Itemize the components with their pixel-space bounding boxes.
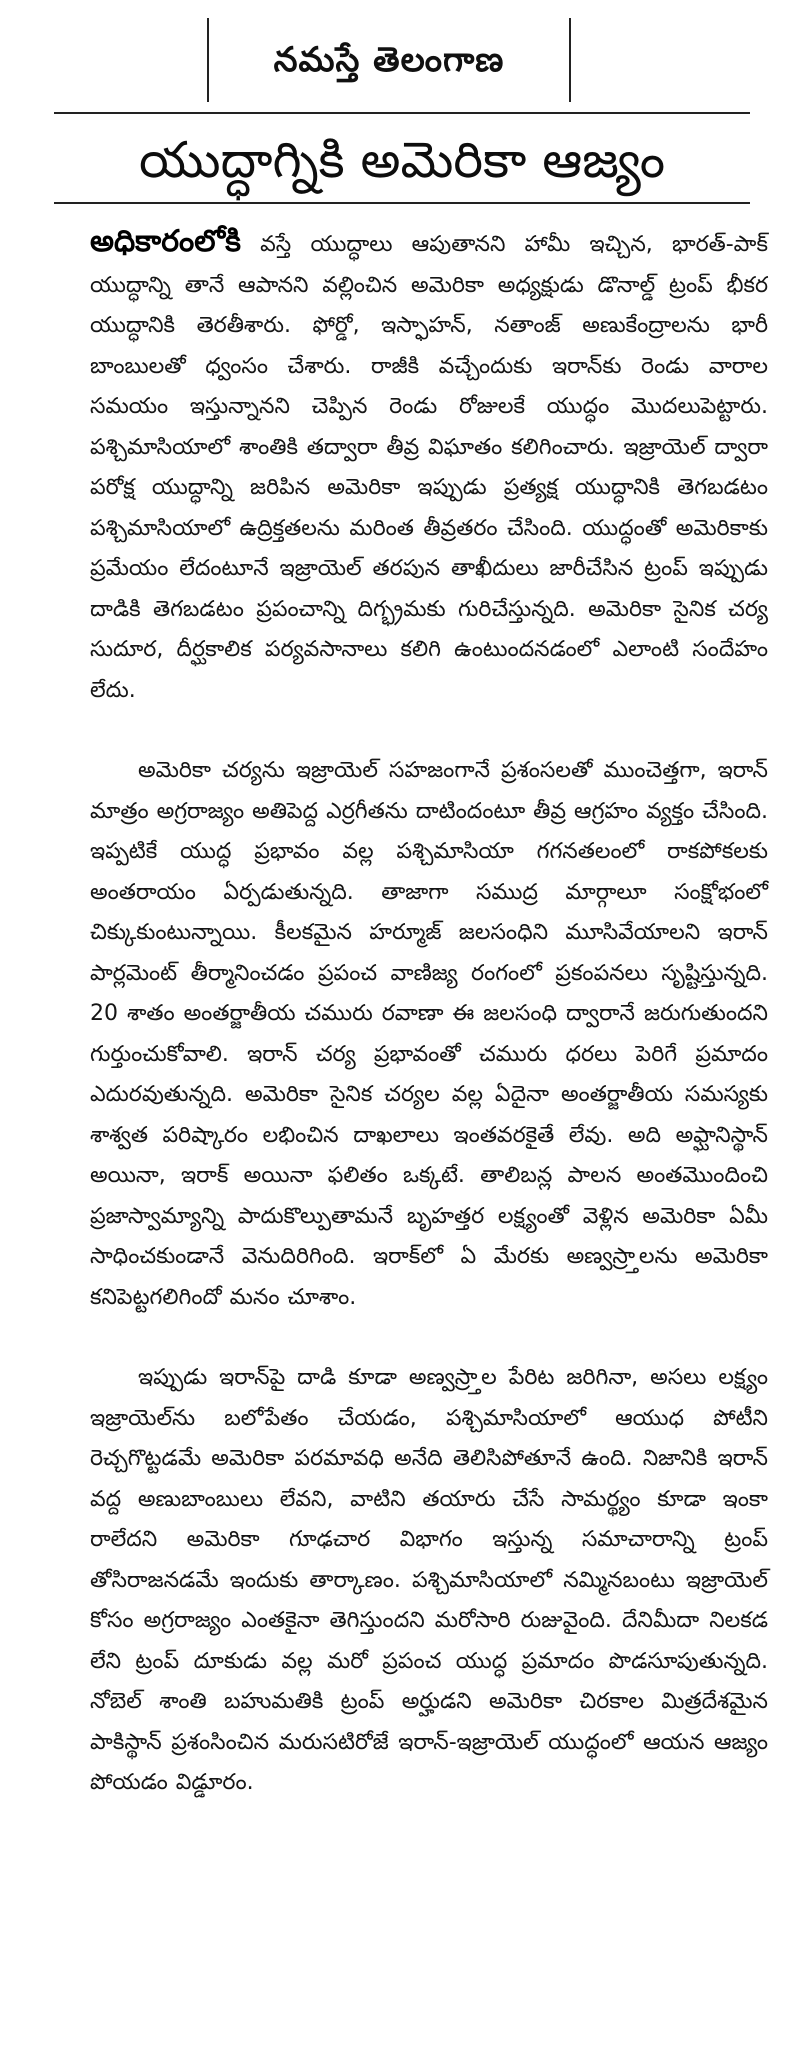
paragraph-3 [90, 1358, 768, 1804]
headline-top-rule [54, 112, 750, 114]
lead-word: అధికారంలోకి [90, 224, 241, 259]
headline-bottom-rule [54, 202, 750, 204]
masthead-title: నమస్తే తెలంగాణ [273, 40, 505, 80]
paragraph-2 [90, 751, 768, 1318]
headline: యుద్ధాగ్నికి అమెరికా ఆజ్యం [138, 131, 666, 189]
paragraph-1-text: వస్తే యుద్ధాలు ఆపుతానని హామీ ఇచ్చిన, భారత్‌-పాక్‌ యుద్ధాన్ని తానే ఆపానని వల్లించిన అమెరికా అధ్యక్షుడు డొనాల్డ్‌ ట్రంప్‌ భీకర యుద్ధానికి తెరతీశారు. ఫోర్డో, ఇస్ఫాహన్‌, నతాంజ్‌ అణుకేంద్రాలను భారీ బాంబులతో ధ్వంసం చేశారు. రాజీకి వచ్చేందుకు ఇరాన్‌కు రెండు వారాల సమయం ఇస్తున్నానని చెప్పిన రెండు రోజులకే యుద్ధం మొదలుపెట్టారు. పశ్చిమాసియాలో శాంతికి తద్వారా తీవ్ర విఘాతం కలిగించారు. ఇజ్రాయెల్‌ ద్వారా పరోక్ష యుద్ధాన్ని జరిపిన అమెరికా ఇప్పుడు ప్రత్యక్ష యుద్ధానికి తెగబడటం పశ్చిమాసియాలో ఉద్రిక్తతలను మరింత తీవ్రతరం చేసింది. యుద్ధంతో అమెరికాకు ప్రమేయం లేదంటూనే ఇజ్రాయెల్‌ తరపున తాఖీదులు జారీచేసిన ట్రంప్‌ ఇప్పుడు దాడికి తెగబడటం ప్రపంచాన్ని దిగ్భ్రమకు గురిచేస్తున్నది. అమెరికా సైనిక చర్య సుదూర, దీర్ఘకాలిక పర్యవసానాలు కలిగి ఉంటుందనడంలో ఎలాంటి సందేహం లేదు. [90, 232, 768, 703]
paragraph-1 [90, 222, 768, 711]
article-body [90, 222, 768, 1804]
masthead [207, 18, 571, 102]
paragraph-2-text: అమెరికా చర్యను ఇజ్రాయెల్‌ సహజంగానే ప్రశంసలతో ముంచెత్తగా, ఇరాన్‌ మాత్రం అగ్రరాజ్యం అతిపెద్ద ఎర్రగీతను దాటిందంటూ తీవ్ర ఆగ్రహం వ్యక్తం చేసింది. ఇప్పటికే యుద్ధ ప్రభావం వల్ల పశ్చిమాసియా గగనతలంలో రాకపోకలకు అంతరాయం ఏర్పడుతున్నది. తాజాగా సముద్ర మార్గాలూ సంక్షోభంలో చిక్కుకుంటున్నాయి. కీలకమైన హర్మూజ్‌ జలసంధిని మూసివేయాలని ఇరాన్‌ పార్లమెంట్‌ తీర్మానించడం ప్రపంచ వాణిజ్య రంగంలో ప్రకంపనలు సృష్టిస్తున్నది. 20 శాతం అంతర్జాతీయ చమురు రవాణా ఈ జలసంధి ద్వారానే జరుగుతుందని గుర్తుంచుకోవాలి. ఇరాన్‌ చర్య ప్రభావంతో చమురు ధరలు పెరిగే ప్రమాదం ఎదురవుతున్నది. అమెరికా సైనిక చర్యల వల్ల ఏదైనా అంతర్జాతీయ సమస్యకు శాశ్వత పరిష్కారం లభించిన దాఖలాలు ఇంతవరకైతే లేవు. అది అఫ్ఘానిస్థాన్‌ అయినా, ఇరాక్‌ అయినా ఫలితం ఒక్కటే. తాలిబన్ల పాలన అంతమొందించి ప్రజాస్వామ్యాన్ని పాదుకొల్పుతామనే బృహత్తర లక్ష్యంతో వెళ్లిన అమెరికా ఏమీ సాధించకుండానే వెనుదిరిగింది. ఇరాక్‌లో ఏ మేరకు అణ్వస్ర్తాలను అమెరికా కనిపెట్టగలిగిందో మనం చూశాం. [90, 758, 768, 1310]
paragraph-3-text: ఇప్పుడు ఇరాన్‌పై దాడి కూడా అణ్వస్ర్తాల పేరిట జరిగినా, అసలు లక్ష్యం ఇజ్రాయెల్‌ను బలోపేతం చేయడం, పశ్చిమాసియాలో ఆయుధ పోటీని రెచ్చగొట్టడమే అమెరికా పరమావధి అనేది తెలిసిపోతూనే ఉంది. నిజానికి ఇరాన్‌ వద్ద అణుబాంబులు లేవని, వాటిని తయారు చేసే సామర్థ్యం కూడా ఇంకా రాలేదని అమెరికా గూఢచార విభాగం ఇస్తున్న సమాచారాన్ని ట్రంప్‌ తోసిరాజనడమే ఇందుకు తార్కాణం. పశ్చిమాసియాలో నమ్మినబంటు ఇజ్రాయెల్‌ కోసం అగ్రరాజ్యం ఎంతకైనా తెగిస్తుందని మరోసారి రుజువైంది. దేనిమీదా నిలకడ లేని ట్రంప్‌ దూకుడు వల్ల మరో ప్రపంచ యుద్ధ ప్రమాదం పొడసూపుతున్నది. నోబెల్‌ శాంతి బహుమతికి ట్రంప్‌ అర్హుడని అమెరికా చిరకాల మిత్రదేశమైన పాకిస్థాన్‌ ప్రశంసించిన మరుసటిరోజే ఇరాన్‌-ఇజ్రాయెల్‌ యుద్ధంలో ఆయన ఆజ్యం పోయడం విడ్డూరం. [90, 1365, 768, 1795]
